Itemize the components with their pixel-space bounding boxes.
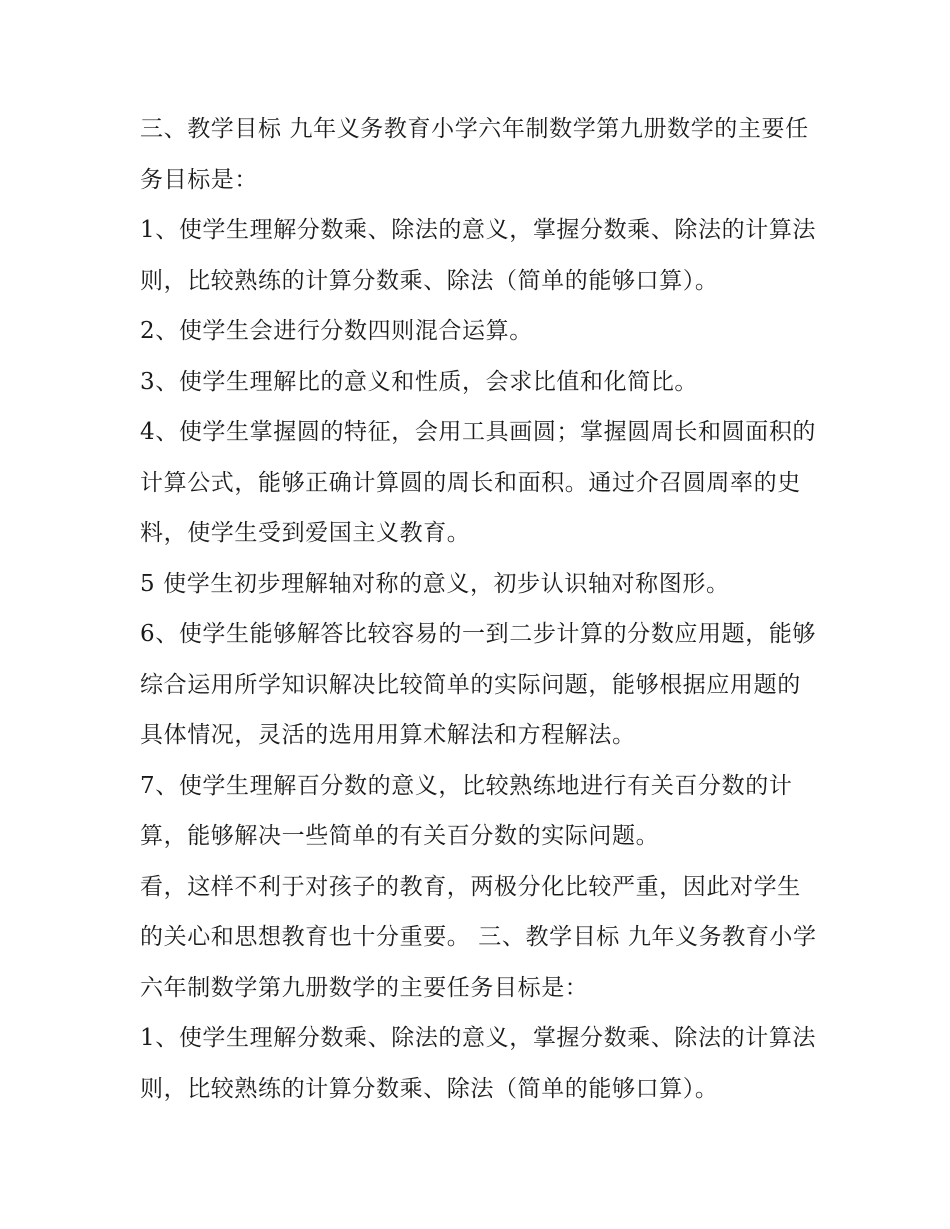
- paragraph-repeated-intro: 看，这样不利于对孩子的教育，两极分化比较严重，因此对学生的关心和思想教育也十分重要。 三、教学目标 九年义务教育小学六年制数学第九册数学的主要任务目标是：: [140, 873, 817, 1001]
- paragraph-objective-5: 5 使学生初步理解轴对称的意义，初步认识轴对称图形。: [140, 570, 730, 597]
- paragraph-objective-1: 1、使学生理解分数乘、除法的意义，掌握分数乘、除法的计算法则，比较熟练的计算分数乘、除法（简单的能够口算）。: [140, 217, 817, 294]
- paragraph-objective-3: 3、使学生理解比的意义和性质，会求比值和化简比。: [140, 368, 699, 395]
- paragraph-objective-6: 6、使学生能够解答比较容易的一到二步计算的分数应用题，能够综合运用所学知识解决比较简单的实际问题，能够根据应用题的具体情况，灵活的选用用算术解法和方程解法。: [140, 621, 817, 748]
- document-body: [140, 104, 820, 1114]
- paragraph-objectives-heading: 三、教学目标 九年义务教育小学六年制数学第九册数学的主要任务目标是：: [140, 116, 809, 193]
- paragraph-objective-2: 2、使学生会进行分数四则混合运算。: [140, 318, 533, 344]
- paragraph-objective-4: 4、使学生掌握圆的特征，会用工具画圆；掌握圆周长和圆面积的计算公式，能够正确计算圆的周长和面积。通过介召圆周率的史料，使学生受到爱国主义教育。: [140, 419, 817, 546]
- paragraph-objective-7: 7、使学生理解百分数的意义，比较熟练地进行有关百分数的计算，能够解决一些简单的有关百分数的实际问题。: [140, 772, 793, 849]
- paragraph-repeated-objective-1: 1、使学生理解分数乘、除法的意义，掌握分数乘、除法的计算法则，比较熟练的计算分数乘、除法（简单的能够口算）。: [140, 1025, 817, 1102]
